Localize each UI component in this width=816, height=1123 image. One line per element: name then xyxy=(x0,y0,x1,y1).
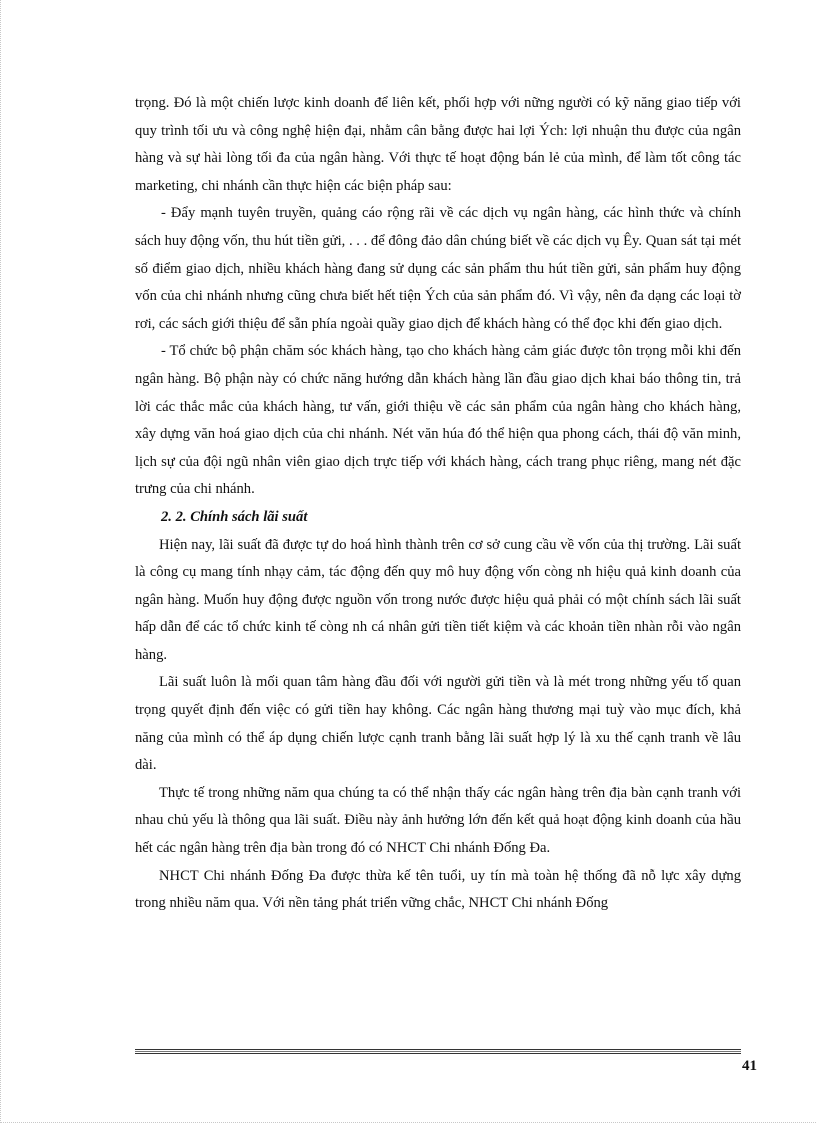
paragraph-competition: Thực tế trong những năm qua chúng ta có thể nhận thấy các ngân hàng trên địa bàn cạnh tranh với nhau chủ yếu là thông qua lãi suất. Điều này ảnh hưởng lớn đến kết quả hoạt động kinh doanh của hầu hết các ngân hàng trên địa bàn trong đó có NHCT Chi nhánh Đống Đa. xyxy=(135,784,741,857)
page-number: 41 xyxy=(742,1058,757,1074)
bullet-paragraph-promotion: - Đẩy mạnh tuyên truyền, quảng cáo rộng rãi về các dịch vụ ngân hàng, các hình thức và chính sách huy động vốn, thu hút tiền gửi, . . . để đông đảo dân chúng biết về các dịch vụ Êy. Quan sát tại mét số điểm giao dịch, nhiều khách hàng đang sử dụng các sản phẩm thu hút tiền gửi, sản phẩm huy động vốn của chi nhánh nhưng cũng chưa biết hết tiện Ých của sản phẩm đó. Vì vậy, nên đa dạng các loại tờ rơi, các sách giới thiệu để sẵn phía ngoài quầy giao dịch để khách hàng có thể đọc khi đến giao dịch. xyxy=(135,205,741,332)
paragraph-continuation: trọng. Đó là một chiến lược kinh doanh để liên kết, phối hợp với nững người có kỹ năng giao tiếp với quy trình tối ưu và công nghệ hiện đại, nhằm cân bằng được hai lợi Ých: lợi nhuận thu được của ngân hàng và sự hài lòng tối đa của ngân hàng. Với thực tế hoạt động bán lẻ của mình, để làm tốt công tác marketing, chi nhánh cần thực hiện các biện pháp sau: xyxy=(135,95,741,194)
footer-divider xyxy=(135,1049,741,1054)
paragraph-interest-rate-concern: Lãi suất luôn là mối quan tâm hàng đầu đối với người gửi tiền và là mét trong những yếu tố quan trọng quyết định đến việc có gửi tiền hay không. Các ngân hàng thương mại tuỳ vào mục đích, khả năng của mình có thể áp dụng chiến lược cạnh tranh bằng lãi suất hợp lý là xu thế cạnh tranh về lâu dài. xyxy=(135,674,741,774)
paragraph-nhct-dong-da: NHCT Chi nhánh Đống Đa được thừa kế tên tuổi, uy tín mà toàn hệ thống đã nỗ lực xây dựng trong nhiều năm qua. Với nền tảng phát triển vững chắc, NHCT Chi nhánh Đống xyxy=(135,867,741,912)
section-heading: 2. 2. Chính sách lãi suất xyxy=(161,508,308,525)
paragraph-interest-rate-intro: Hiện nay, lãi suất đã được tự do hoá hình thành trên cơ sở cung cầu về vốn của thị trường. Lãi suất là công cụ mang tính nhạy cảm, tác động đến quy mô huy động vốn còng nh hiệu quả kinh doanh của ngân hàng. Muốn huy động được nguồn vốn trong nước được hiệu quả phải có một chính sách lãi suất hấp dẫn để các tổ chức kinh tế còng nh cá nhân gửi tiền tiết kiệm và các khoản tiền nhàn rỗi vào ngân hàng. xyxy=(135,536,741,663)
page-body xyxy=(135,90,741,918)
bullet-paragraph-customer-care: - Tổ chức bộ phận chăm sóc khách hàng, tạo cho khách hàng cảm giác được tôn trọng mỗi khi đến ngân hàng. Bộ phận này có chức năng hướng dẫn khách hàng lần đầu giao dịch khai báo thông tin, trả lời các thắc mắc của khách hàng, tư vấn, giới thiệu về các sản phẩm của ngân hàng cho khách hàng, xây dựng văn hoá giao dịch của chi nhánh. Nét văn húa đó thể hiện qua phong cách, thái độ văn minh, lịch sự của đội ngũ nhân viên giao dịch trực tiếp với khách hàng, cách trang phục riêng, mang nét đặc trưng của chi nhánh. xyxy=(135,343,741,498)
